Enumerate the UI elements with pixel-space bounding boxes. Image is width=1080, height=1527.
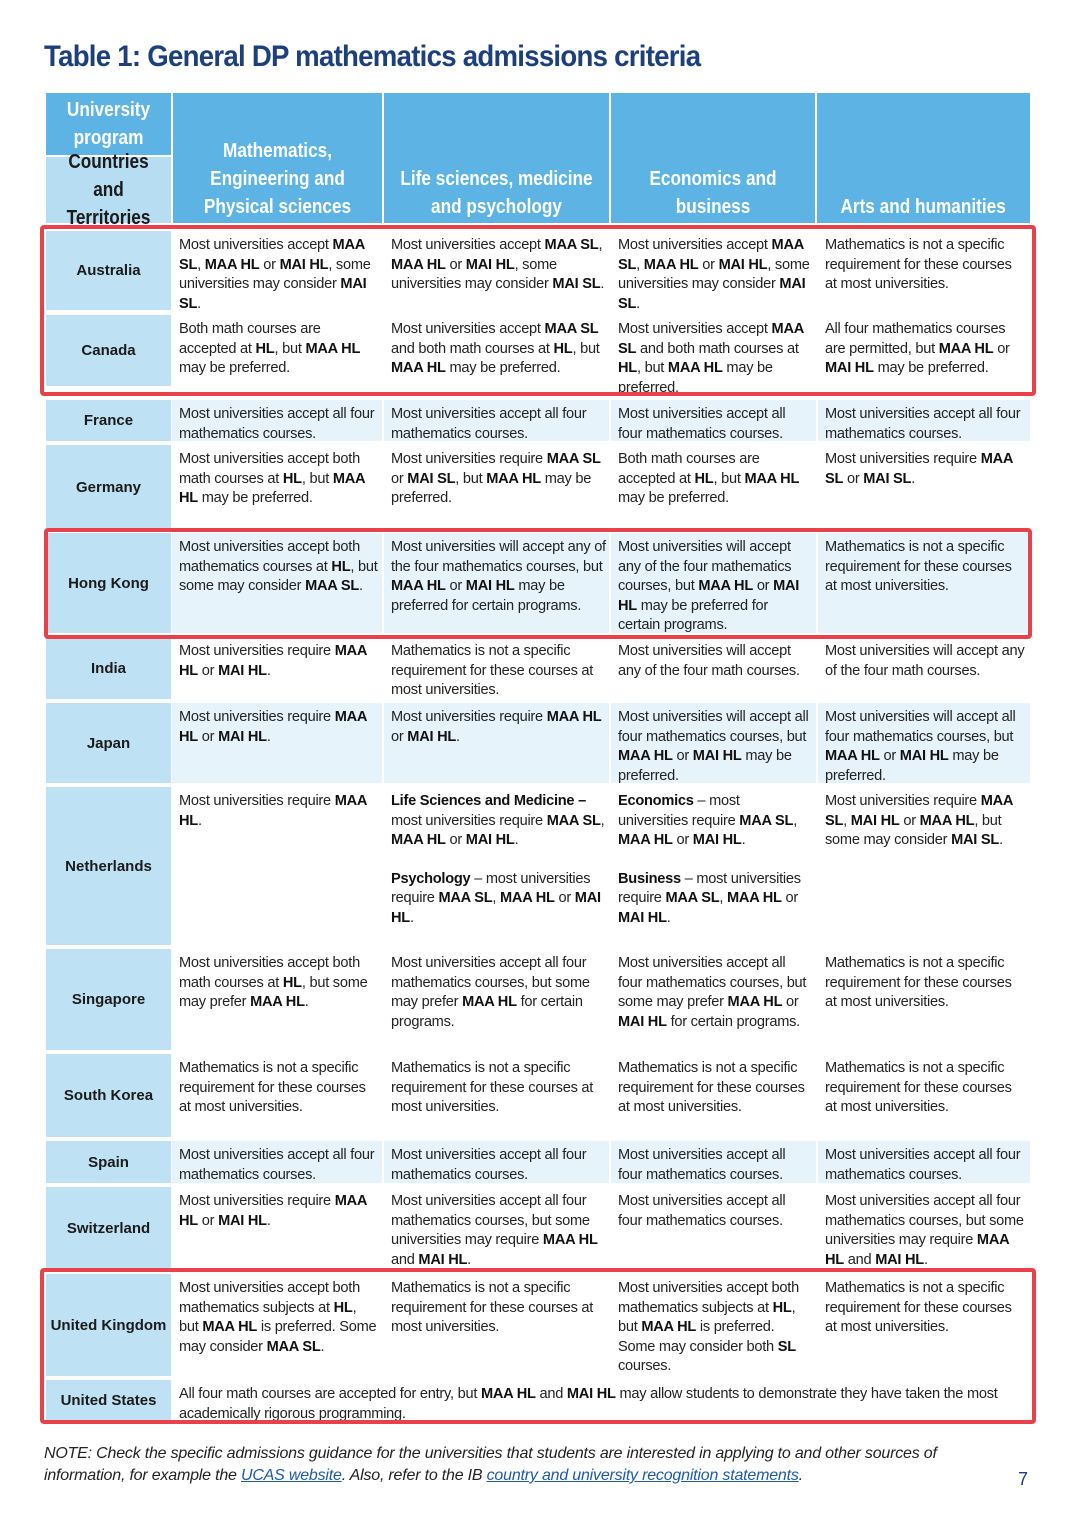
- table-cell: Most universities accept all four mathematics courses.: [384, 1141, 609, 1183]
- table-row-canada: [46, 315, 1030, 396]
- table-row-spain: [46, 1141, 1030, 1183]
- table-cell: Life Sciences and Medicine – most universities require MAA SL, MAA HL or MAI HL. Psychology – most universities require MAA SL, MAA HL or MAI HL.: [384, 787, 609, 945]
- table-cell: Most universities accept both mathematics subjects at HL, but MAA HL is preferred. Some may consider both SL courses.: [611, 1274, 816, 1376]
- table-cell: Most universities accept all four mathematics courses, but some may prefer MAA HL for certain programs.: [384, 949, 609, 1050]
- table-cell: Most universities will accept any of the four mathematics courses, but MAA HL or MAI HL may be preferred for certain programs.: [384, 533, 609, 633]
- table-cell: Most universities require MAA HL or MAI HL.: [384, 703, 609, 783]
- table-cell: Mathematics is not a specific requirement for these courses at most universities.: [818, 231, 1030, 310]
- table-cell: Most universities require MAA SL or MAI SL, but MAA HL may be preferred.: [384, 445, 609, 529]
- table-cell: Most universities accept MAA SL, MAA HL or MAI HL, some universities may consider MAI SL.: [611, 231, 816, 310]
- table-cell: Most universities require MAA HL.: [172, 787, 382, 945]
- table-cell: Economics – most universities require MAA SL, MAA HL or MAI HL. Business – most universities require MAA SL, MAA HL or MAI HL.: [611, 787, 816, 945]
- recognition-statements-link[interactable]: country and university recognition statements: [486, 1467, 799, 1484]
- table-cell: Mathematics is not a specific requirement for these courses at most universities.: [384, 637, 609, 699]
- table-row-france: [46, 400, 1030, 441]
- table-cell: Most universities accept both mathematics courses at HL, but some may consider MAA SL.: [172, 533, 382, 633]
- table-row-united-kingdom: [46, 1274, 1030, 1376]
- header-countries: Countries and Territories: [46, 157, 171, 223]
- table-cell: Most universities require MAA SL, MAI HL or MAA HL, but some may consider MAI SL.: [818, 787, 1030, 945]
- table-row-south-korea: [46, 1054, 1030, 1137]
- table-cell: Most universities accept MAA SL and both math courses at HL, but MAA HL may be preferred.: [384, 315, 609, 386]
- table-row-india: [46, 637, 1030, 699]
- table-cell: Most universities will accept any of the four math courses.: [611, 637, 816, 699]
- table-cell: Most universities will accept any of the four mathematics courses, but MAA HL or MAI HL may be preferred for certain programs.: [611, 533, 816, 633]
- header-university-program: University program: [46, 93, 171, 155]
- table-cell: All four mathematics courses are permitted, but MAA HL or MAI HL may be preferred.: [818, 315, 1030, 386]
- country-name: Canada: [46, 315, 171, 386]
- table-cell: Most universities accept all four mathematics courses.: [611, 1141, 816, 1183]
- table-cell: Most universities accept MAA SL and both math courses at HL, but MAA HL may be preferred.: [611, 315, 816, 386]
- table-cell: Most universities accept all four mathematics courses.: [172, 400, 382, 441]
- country-name: France: [46, 400, 171, 441]
- country-name: Germany: [46, 445, 171, 529]
- table-row-singapore: [46, 949, 1030, 1050]
- table-cell: Mathematics is not a specific requirement for these courses at most universities.: [384, 1274, 609, 1376]
- table-row-united-states: [46, 1380, 1030, 1420]
- header-col-arts: Arts and humanities: [817, 93, 1030, 223]
- table-cell: Mathematics is not a specific requirement for these courses at most universities.: [172, 1054, 382, 1137]
- table-cell: Most universities accept all four mathematics courses.: [611, 400, 816, 441]
- table-cell: Most universities require MAA SL or MAI SL.: [818, 445, 1030, 529]
- country-name: South Korea: [46, 1054, 171, 1137]
- table-cell: Most universities accept both math courses at HL, but MAA HL may be preferred.: [172, 445, 382, 529]
- table-title: Table 1: General DP mathematics admissions criteria: [44, 40, 701, 73]
- table-cell: Most universities accept all four mathematics courses.: [611, 1187, 816, 1270]
- table-cell: Both math courses are accepted at HL, but MAA HL may be preferred.: [172, 315, 382, 386]
- table-cell: Most universities accept both math courses at HL, but some may prefer MAA HL.: [172, 949, 382, 1050]
- table-cell: Most universities accept all four mathematics courses, but some may prefer MAA HL or MAI HL for certain programs.: [611, 949, 816, 1050]
- table-cell: Mathematics is not a specific requirement for these courses at most universities.: [818, 1274, 1030, 1376]
- country-name: Switzerland: [46, 1187, 171, 1270]
- header-col-economics: Economics and business: [611, 93, 815, 223]
- country-name: United Kingdom: [46, 1274, 171, 1376]
- table-cell: Most universities accept all four mathematics courses.: [818, 1141, 1030, 1183]
- header-col-life-sciences: Life sciences, medicine and psychology: [384, 93, 609, 223]
- table-cell: Mathematics is not a specific requirement for these courses at most universities.: [611, 1054, 816, 1137]
- country-name: Netherlands: [46, 787, 171, 945]
- table-row-hong-kong: [46, 533, 1030, 633]
- table-cell: All four math courses are accepted for entry, but MAA HL and MAI HL may allow students to demonstrate they have taken the most academically rigorous programming.: [172, 1380, 1030, 1420]
- footnote: NOTE: Check the specific admissions guidance for the universities that students are interested in applying to and other sources of information, for example the UCAS website. Also, refer to the IB country and university recognition statements.: [44, 1445, 937, 1484]
- table-cell: Most universities accept all four mathematics courses.: [818, 400, 1030, 441]
- table-cell: Most universities require MAA HL or MAI HL.: [172, 703, 382, 783]
- ucas-link[interactable]: UCAS website: [240, 1467, 342, 1484]
- table-row-australia: [46, 231, 1030, 310]
- country-name: Japan: [46, 703, 171, 783]
- country-name: United States: [46, 1380, 171, 1420]
- table-row-germany: [46, 445, 1030, 529]
- table-row-japan: [46, 703, 1030, 783]
- table-cell: Most universities accept all four mathematics courses.: [384, 400, 609, 441]
- table-cell: Most universities accept all four mathematics courses, but some universities may require MAA HL and MAI HL.: [818, 1187, 1030, 1270]
- table-cell: Most universities require MAA HL or MAI HL.: [172, 1187, 382, 1270]
- country-name: Spain: [46, 1141, 171, 1183]
- table-row-netherlands: [46, 787, 1030, 945]
- table-cell: Most universities accept both mathematics subjects at HL, but MAA HL is preferred. Some may consider MAA SL.: [172, 1274, 382, 1376]
- country-name: Hong Kong: [46, 533, 171, 633]
- table-cell: Mathematics is not a specific requirement for these courses at most universities.: [818, 949, 1030, 1050]
- country-name: India: [46, 637, 171, 699]
- table-cell: Most universities accept all four mathematics courses, but some universities may require MAA HL and MAI HL.: [384, 1187, 609, 1270]
- page-number: 7: [1018, 1469, 1029, 1489]
- table-cell: Most universities accept MAA SL, MAA HL or MAI HL, some universities may consider MAI SL.: [172, 231, 382, 310]
- table-cell: Mathematics is not a specific requirement for these courses at most universities.: [818, 533, 1030, 633]
- table-cell: Most universities accept all four mathematics courses.: [172, 1141, 382, 1183]
- table-cell: Most universities will accept any of the four math courses.: [818, 637, 1030, 699]
- table-cell: Both math courses are accepted at HL, but MAA HL may be preferred.: [611, 445, 816, 529]
- table-cell: Most universities will accept all four mathematics courses, but MAA HL or MAI HL may be preferred.: [611, 703, 816, 783]
- table-cell: Most universities require MAA HL or MAI HL.: [172, 637, 382, 699]
- table-cell: Most universities accept MAA SL, MAA HL or MAI HL, some universities may consider MAI SL.: [384, 231, 609, 310]
- header-col-math-engineering: Mathematics, Engineering and Physical sciences: [173, 93, 382, 223]
- table-cell: Mathematics is not a specific requirement for these courses at most universities.: [384, 1054, 609, 1137]
- country-name: Singapore: [46, 949, 171, 1050]
- table-row-switzerland: [46, 1187, 1030, 1270]
- country-name: Australia: [46, 231, 171, 310]
- table-cell: Mathematics is not a specific requirement for these courses at most universities.: [818, 1054, 1030, 1137]
- table-cell: Most universities will accept all four mathematics courses, but MAA HL or MAI HL may be preferred.: [818, 703, 1030, 783]
